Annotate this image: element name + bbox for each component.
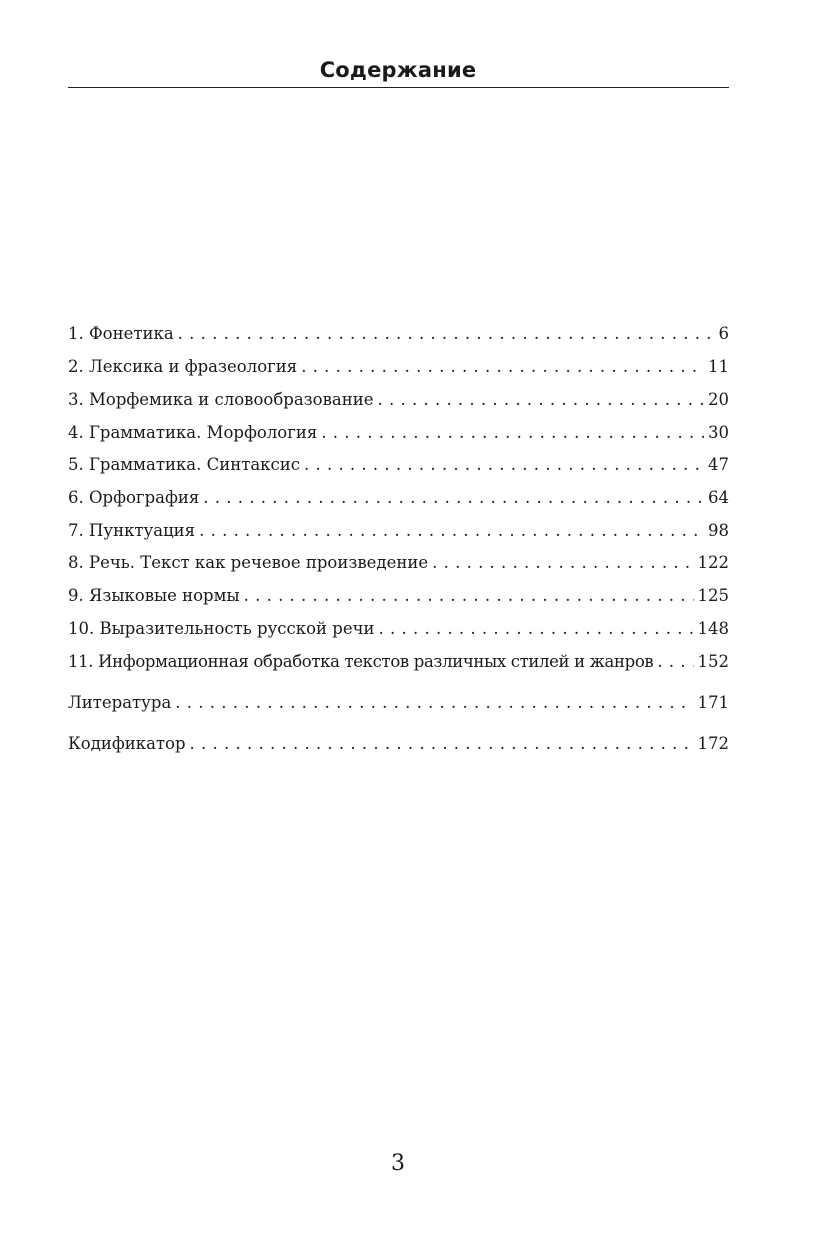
toc-entry-label: 8. Речь. Текст как речевое произведение: [68, 553, 429, 572]
toc-entry-label: 1. Фонетика: [68, 324, 174, 343]
toc-entry-codifier[interactable]: [68, 732, 729, 756]
toc-entry-punctuation[interactable]: [68, 519, 729, 543]
toc-entry-label: 5. Грамматика. Синтаксис: [68, 455, 300, 474]
title-divider: [68, 87, 729, 88]
toc-entry-label: 6. Орфография: [68, 488, 200, 507]
toc-entry-page: 11: [708, 357, 729, 376]
toc-entry-lexicology[interactable]: [68, 355, 729, 379]
toc-entry-label: 2. Лексика и фразеология: [68, 357, 298, 376]
toc-entry-page: 6: [718, 324, 729, 343]
toc-entry-label: 3. Морфемика и словообразование: [68, 390, 374, 409]
toc-entry-page: 122: [697, 553, 729, 572]
toc-entry-speech-text[interactable]: [68, 551, 729, 575]
toc-entry-expressiveness[interactable]: [68, 617, 729, 641]
toc-leader-dots: [432, 551, 693, 575]
toc-entry-label: 11. Информационная обработка текстов различных стилей и жанров: [68, 652, 654, 671]
toc-entry-morphemics[interactable]: [68, 388, 729, 412]
toc-entry-label: 9. Языковые нормы: [68, 586, 240, 605]
toc-entry-orthography[interactable]: [68, 486, 729, 510]
toc-leader-dots: [378, 388, 705, 412]
toc-entry-literature[interactable]: [68, 691, 729, 715]
page-title: Содержание: [319, 58, 477, 82]
toc-leader-dots: [244, 584, 694, 608]
toc-leader-dots: [657, 650, 693, 674]
toc-leader-dots: [321, 421, 704, 445]
toc-entry-label: 4. Грамматика. Морфология: [68, 423, 318, 442]
toc-entry-page: 64: [708, 488, 729, 507]
toc-entry-label: Литература: [68, 693, 172, 712]
toc-entry-page: 20: [708, 390, 729, 409]
toc-entry-information-processing[interactable]: [68, 650, 729, 674]
toc-entry-label: Кодификатор: [68, 734, 186, 753]
toc-leader-dots: [304, 453, 704, 477]
toc-entry-page: 30: [708, 423, 729, 442]
page-number: 3: [391, 1151, 405, 1176]
toc-leader-dots: [199, 519, 704, 543]
toc-leader-dots: [175, 691, 693, 715]
toc-entry-page: 171: [697, 693, 729, 712]
toc-entry-morphology[interactable]: [68, 421, 729, 445]
toc-entry-syntax[interactable]: [68, 453, 729, 477]
toc-leader-dots: [190, 732, 694, 756]
toc-entry-page: 172: [697, 734, 729, 753]
toc-entry-page: 125: [697, 586, 729, 605]
toc-entry-page: 152: [697, 652, 729, 671]
toc-entry-phonetics[interactable]: [68, 322, 729, 346]
toc-entry-page: 47: [708, 455, 729, 474]
toc-entry-page: 148: [697, 619, 729, 638]
toc-leader-dots: [379, 617, 694, 641]
toc-leader-dots: [301, 355, 704, 379]
toc-entry-page: 98: [708, 521, 729, 540]
toc-entry-label: 7. Пунктуация: [68, 521, 196, 540]
toc-leader-dots: [203, 486, 704, 510]
toc-entry-language-norms[interactable]: [68, 584, 729, 608]
toc-entry-label: 10. Выразительность русской речи: [68, 619, 375, 638]
toc-leader-dots: [178, 322, 715, 346]
